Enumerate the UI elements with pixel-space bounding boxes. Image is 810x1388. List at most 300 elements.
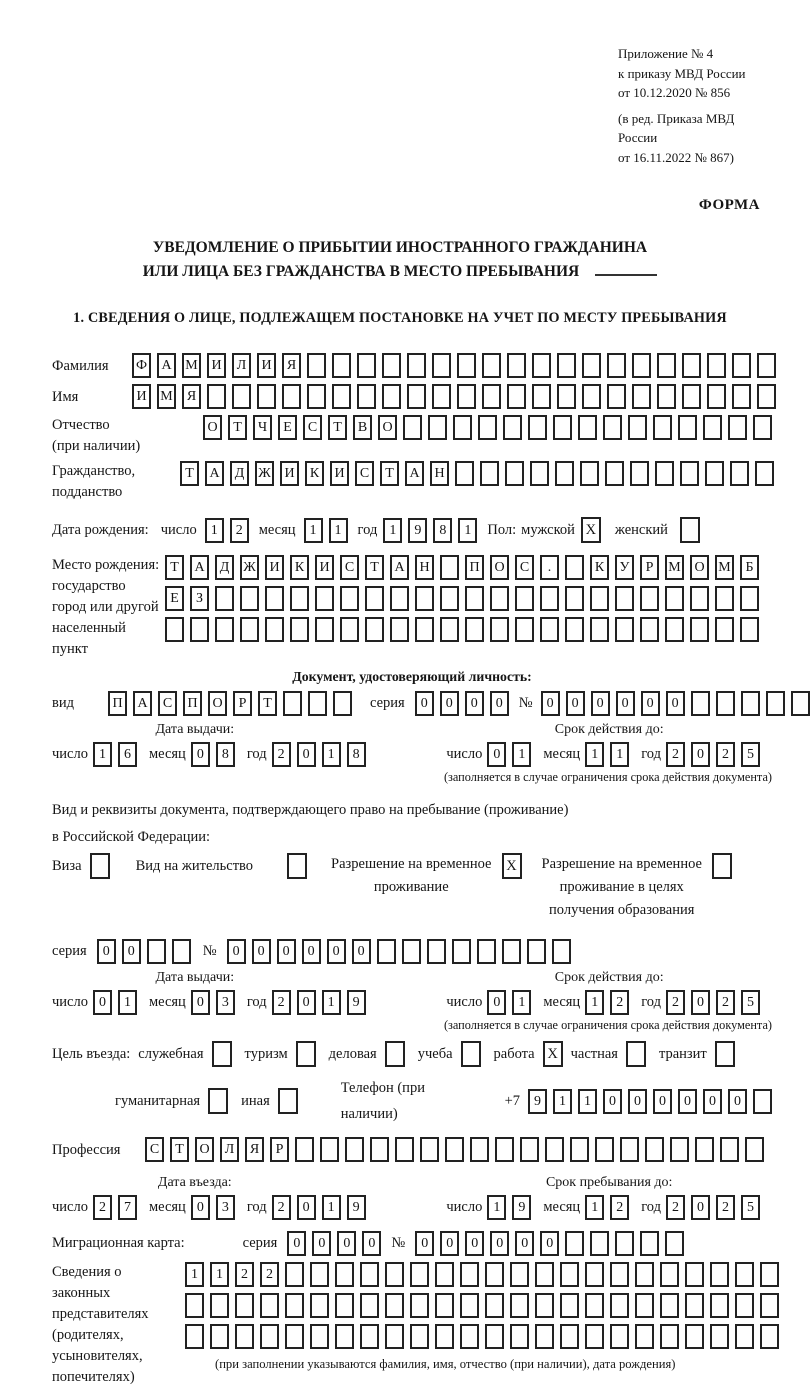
char-box[interactable] [585, 1293, 604, 1318]
char-box[interactable]: 0 [297, 990, 316, 1015]
char-box[interactable] [290, 586, 309, 611]
char-box[interactable] [445, 1137, 464, 1162]
char-box[interactable] [490, 586, 509, 611]
char-box[interactable] [605, 461, 624, 486]
char-box[interactable] [741, 691, 760, 716]
char-box[interactable] [615, 586, 634, 611]
char-box[interactable]: 0 [490, 691, 509, 716]
char-box[interactable]: 0 [487, 742, 506, 767]
char-box[interactable]: К [290, 555, 309, 580]
char-box[interactable] [485, 1262, 504, 1287]
char-box[interactable] [357, 353, 376, 378]
char-box[interactable] [716, 691, 735, 716]
char-box[interactable]: 0 [603, 1089, 622, 1114]
char-box[interactable]: 9 [347, 1195, 366, 1220]
char-box[interactable]: Р [640, 555, 659, 580]
char-box[interactable]: 0 [465, 1231, 484, 1256]
purpose-other-checkbox[interactable] [278, 1088, 298, 1114]
char-box[interactable]: 1 [93, 742, 112, 767]
char-box[interactable] [665, 1231, 684, 1256]
char-box[interactable] [557, 353, 576, 378]
char-box[interactable] [510, 1293, 529, 1318]
char-box[interactable] [453, 415, 472, 440]
char-box[interactable] [635, 1262, 654, 1287]
char-box[interactable]: А [205, 461, 224, 486]
char-box[interactable] [552, 939, 571, 964]
char-box[interactable] [585, 1324, 604, 1349]
char-box[interactable] [590, 617, 609, 642]
char-box[interactable]: 9 [528, 1089, 547, 1114]
char-box[interactable] [410, 1293, 429, 1318]
char-box[interactable] [710, 1324, 729, 1349]
char-box[interactable]: 0 [515, 1231, 534, 1256]
char-box[interactable] [665, 617, 684, 642]
char-box[interactable] [580, 461, 599, 486]
char-box[interactable]: О [208, 691, 227, 716]
char-box[interactable]: 0 [297, 1195, 316, 1220]
char-box[interactable]: 0 [277, 939, 296, 964]
char-box[interactable] [382, 384, 401, 409]
char-box[interactable]: И [257, 353, 276, 378]
char-box[interactable]: 0 [703, 1089, 722, 1114]
char-box[interactable] [172, 939, 191, 964]
char-box[interactable] [185, 1293, 204, 1318]
char-box[interactable] [310, 1324, 329, 1349]
char-box[interactable] [690, 617, 709, 642]
char-box[interactable] [460, 1324, 479, 1349]
char-box[interactable]: 0 [337, 1231, 356, 1256]
char-box[interactable] [570, 1137, 589, 1162]
char-box[interactable]: 0 [566, 691, 585, 716]
char-box[interactable]: 0 [122, 939, 141, 964]
char-box[interactable]: 2 [272, 742, 291, 767]
char-box[interactable] [165, 617, 184, 642]
char-box[interactable] [360, 1262, 379, 1287]
char-box[interactable]: 0 [362, 1231, 381, 1256]
char-box[interactable] [582, 353, 601, 378]
char-box[interactable] [760, 1324, 779, 1349]
char-box[interactable]: Ж [255, 461, 274, 486]
char-box[interactable]: 2 [230, 518, 249, 543]
char-box[interactable]: 1 [304, 518, 323, 543]
char-box[interactable] [527, 939, 546, 964]
char-box[interactable] [415, 617, 434, 642]
char-box[interactable] [555, 461, 574, 486]
char-box[interactable] [530, 461, 549, 486]
residence-permit-checkbox[interactable] [287, 853, 307, 879]
char-box[interactable] [735, 1324, 754, 1349]
char-box[interactable]: 6 [118, 742, 137, 767]
char-box[interactable]: Е [165, 586, 184, 611]
char-box[interactable] [240, 617, 259, 642]
char-box[interactable] [432, 384, 451, 409]
char-box[interactable] [260, 1293, 279, 1318]
char-box[interactable] [210, 1324, 229, 1349]
char-box[interactable]: С [355, 461, 374, 486]
char-box[interactable] [753, 415, 772, 440]
char-box[interactable]: Т [258, 691, 277, 716]
char-box[interactable] [657, 384, 676, 409]
char-box[interactable]: 0 [653, 1089, 672, 1114]
char-box[interactable]: 1 [185, 1262, 204, 1287]
char-box[interactable] [308, 691, 327, 716]
char-box[interactable] [740, 617, 759, 642]
char-box[interactable]: 1 [383, 518, 402, 543]
char-box[interactable] [710, 1262, 729, 1287]
char-box[interactable]: 1 [512, 990, 531, 1015]
char-box[interactable]: 9 [347, 990, 366, 1015]
char-box[interactable]: Я [282, 353, 301, 378]
char-box[interactable] [357, 384, 376, 409]
char-box[interactable] [655, 461, 674, 486]
char-box[interactable] [420, 1137, 439, 1162]
char-box[interactable] [510, 1324, 529, 1349]
char-box[interactable]: 0 [415, 1231, 434, 1256]
char-box[interactable]: С [340, 555, 359, 580]
char-box[interactable] [185, 1324, 204, 1349]
char-box[interactable]: Т [328, 415, 347, 440]
char-box[interactable] [757, 384, 776, 409]
char-box[interactable]: Р [270, 1137, 289, 1162]
char-box[interactable]: . [540, 555, 559, 580]
char-box[interactable] [732, 353, 751, 378]
char-box[interactable]: 0 [352, 939, 371, 964]
char-box[interactable] [682, 353, 701, 378]
char-box[interactable] [560, 1262, 579, 1287]
char-box[interactable] [240, 586, 259, 611]
char-box[interactable]: Т [180, 461, 199, 486]
char-box[interactable] [452, 939, 471, 964]
char-box[interactable] [215, 617, 234, 642]
char-box[interactable] [645, 1137, 664, 1162]
char-box[interactable] [265, 617, 284, 642]
char-box[interactable] [335, 1293, 354, 1318]
char-box[interactable] [385, 1262, 404, 1287]
char-box[interactable]: 0 [440, 1231, 459, 1256]
char-box[interactable]: Л [220, 1137, 239, 1162]
char-box[interactable] [395, 1137, 414, 1162]
char-box[interactable] [403, 415, 422, 440]
char-box[interactable]: 0 [541, 691, 560, 716]
male-checkbox[interactable]: X [581, 517, 601, 543]
female-checkbox[interactable] [680, 517, 700, 543]
char-box[interactable]: 2 [716, 990, 735, 1015]
char-box[interactable] [565, 586, 584, 611]
char-box[interactable] [703, 415, 722, 440]
char-box[interactable]: П [465, 555, 484, 580]
char-box[interactable]: 3 [216, 1195, 235, 1220]
char-box[interactable]: Т [380, 461, 399, 486]
char-box[interactable]: 1 [585, 1195, 604, 1220]
char-box[interactable]: 7 [118, 1195, 137, 1220]
char-box[interactable]: Т [365, 555, 384, 580]
char-box[interactable] [615, 617, 634, 642]
char-box[interactable]: 0 [691, 742, 710, 767]
char-box[interactable] [465, 586, 484, 611]
char-box[interactable] [315, 586, 334, 611]
char-box[interactable] [335, 1324, 354, 1349]
char-box[interactable]: А [157, 353, 176, 378]
char-box[interactable] [385, 1293, 404, 1318]
char-box[interactable] [707, 384, 726, 409]
char-box[interactable] [660, 1324, 679, 1349]
char-box[interactable] [457, 384, 476, 409]
char-box[interactable]: С [158, 691, 177, 716]
char-box[interactable] [285, 1262, 304, 1287]
char-box[interactable]: 8 [347, 742, 366, 767]
char-box[interactable] [653, 415, 672, 440]
char-box[interactable] [607, 353, 626, 378]
char-box[interactable]: О [195, 1137, 214, 1162]
char-box[interactable] [753, 1089, 772, 1114]
char-box[interactable] [670, 1137, 689, 1162]
purpose-study-checkbox[interactable] [461, 1041, 481, 1067]
char-box[interactable] [665, 586, 684, 611]
char-box[interactable]: А [133, 691, 152, 716]
char-box[interactable]: 1 [210, 1262, 229, 1287]
char-box[interactable] [745, 1137, 764, 1162]
char-box[interactable]: И [132, 384, 151, 409]
char-box[interactable] [515, 617, 534, 642]
char-box[interactable] [480, 461, 499, 486]
char-box[interactable] [440, 617, 459, 642]
char-box[interactable]: О [490, 555, 509, 580]
char-box[interactable] [320, 1137, 339, 1162]
char-box[interactable] [335, 1262, 354, 1287]
char-box[interactable] [477, 939, 496, 964]
char-box[interactable] [382, 353, 401, 378]
char-box[interactable]: 2 [272, 1195, 291, 1220]
char-box[interactable] [510, 1262, 529, 1287]
char-box[interactable] [640, 617, 659, 642]
char-box[interactable]: 0 [490, 1231, 509, 1256]
char-box[interactable]: 0 [191, 742, 210, 767]
char-box[interactable] [210, 1293, 229, 1318]
char-box[interactable] [385, 1324, 404, 1349]
char-box[interactable]: 2 [666, 742, 685, 767]
char-box[interactable] [310, 1293, 329, 1318]
char-box[interactable]: 0 [287, 1231, 306, 1256]
char-box[interactable] [427, 939, 446, 964]
char-box[interactable] [428, 415, 447, 440]
char-box[interactable] [435, 1262, 454, 1287]
char-box[interactable] [340, 617, 359, 642]
char-box[interactable]: 2 [272, 990, 291, 1015]
char-box[interactable] [460, 1293, 479, 1318]
char-box[interactable]: 1 [458, 518, 477, 543]
char-box[interactable] [610, 1324, 629, 1349]
char-box[interactable]: 1 [118, 990, 137, 1015]
char-box[interactable]: 0 [440, 691, 459, 716]
char-box[interactable]: 0 [691, 1195, 710, 1220]
char-box[interactable] [535, 1324, 554, 1349]
char-box[interactable]: П [183, 691, 202, 716]
char-box[interactable]: И [280, 461, 299, 486]
char-box[interactable] [760, 1293, 779, 1318]
char-box[interactable]: 0 [628, 1089, 647, 1114]
char-box[interactable] [610, 1293, 629, 1318]
char-box[interactable] [360, 1293, 379, 1318]
char-box[interactable] [435, 1324, 454, 1349]
char-box[interactable] [535, 1293, 554, 1318]
char-box[interactable] [235, 1324, 254, 1349]
char-box[interactable] [432, 353, 451, 378]
char-box[interactable]: 8 [433, 518, 452, 543]
char-box[interactable]: 0 [93, 990, 112, 1015]
purpose-transit-checkbox[interactable] [715, 1041, 735, 1067]
char-box[interactable] [705, 461, 724, 486]
char-box[interactable] [465, 617, 484, 642]
char-box[interactable]: М [157, 384, 176, 409]
char-box[interactable]: 9 [512, 1195, 531, 1220]
char-box[interactable]: 5 [741, 742, 760, 767]
char-box[interactable]: И [207, 353, 226, 378]
temp-residence-checkbox[interactable]: X [502, 853, 522, 879]
char-box[interactable] [685, 1324, 704, 1349]
char-box[interactable] [307, 353, 326, 378]
char-box[interactable] [310, 1262, 329, 1287]
purpose-private-checkbox[interactable] [626, 1041, 646, 1067]
char-box[interactable]: 1 [553, 1089, 572, 1114]
char-box[interactable] [520, 1137, 539, 1162]
char-box[interactable] [455, 461, 474, 486]
char-box[interactable] [695, 1137, 714, 1162]
char-box[interactable] [285, 1293, 304, 1318]
char-box[interactable] [435, 1293, 454, 1318]
char-box[interactable]: О [378, 415, 397, 440]
char-box[interactable] [295, 1137, 314, 1162]
purpose-work-checkbox[interactable]: X [543, 1041, 563, 1067]
char-box[interactable]: А [390, 555, 409, 580]
char-box[interactable] [760, 1262, 779, 1287]
char-box[interactable]: 1 [322, 990, 341, 1015]
char-box[interactable] [691, 691, 710, 716]
char-box[interactable] [505, 461, 524, 486]
char-box[interactable]: 0 [97, 939, 116, 964]
char-box[interactable] [628, 415, 647, 440]
char-box[interactable]: К [305, 461, 324, 486]
char-box[interactable]: 9 [408, 518, 427, 543]
char-box[interactable] [730, 461, 749, 486]
char-box[interactable]: 0 [678, 1089, 697, 1114]
char-box[interactable] [578, 415, 597, 440]
char-box[interactable]: 2 [716, 742, 735, 767]
char-box[interactable]: Н [430, 461, 449, 486]
char-box[interactable]: 8 [216, 742, 235, 767]
char-box[interactable] [332, 384, 351, 409]
char-box[interactable] [265, 586, 284, 611]
char-box[interactable]: 0 [616, 691, 635, 716]
char-box[interactable] [440, 586, 459, 611]
char-box[interactable] [515, 586, 534, 611]
char-box[interactable] [553, 415, 572, 440]
char-box[interactable] [560, 1293, 579, 1318]
char-box[interactable]: 1 [322, 742, 341, 767]
char-box[interactable] [540, 586, 559, 611]
char-box[interactable] [660, 1262, 679, 1287]
char-box[interactable] [735, 1262, 754, 1287]
char-box[interactable]: 1 [610, 742, 629, 767]
char-box[interactable] [410, 1262, 429, 1287]
char-box[interactable] [282, 384, 301, 409]
char-box[interactable]: 5 [741, 1195, 760, 1220]
char-box[interactable] [345, 1137, 364, 1162]
char-box[interactable] [590, 1231, 609, 1256]
char-box[interactable] [495, 1137, 514, 1162]
char-box[interactable] [457, 353, 476, 378]
char-box[interactable]: 2 [666, 1195, 685, 1220]
char-box[interactable]: Ч [253, 415, 272, 440]
char-box[interactable]: 0 [415, 691, 434, 716]
char-box[interactable] [755, 461, 774, 486]
char-box[interactable] [332, 353, 351, 378]
char-box[interactable] [728, 415, 747, 440]
char-box[interactable] [365, 617, 384, 642]
char-box[interactable] [560, 1324, 579, 1349]
char-box[interactable]: Я [182, 384, 201, 409]
char-box[interactable] [235, 1293, 254, 1318]
char-box[interactable]: 1 [585, 990, 604, 1015]
char-box[interactable] [507, 353, 526, 378]
char-box[interactable]: И [330, 461, 349, 486]
char-box[interactable]: М [665, 555, 684, 580]
char-box[interactable]: 0 [540, 1231, 559, 1256]
char-box[interactable] [215, 586, 234, 611]
char-box[interactable] [640, 586, 659, 611]
char-box[interactable] [503, 415, 522, 440]
char-box[interactable] [482, 384, 501, 409]
char-box[interactable] [707, 353, 726, 378]
char-box[interactable] [740, 586, 759, 611]
char-box[interactable]: С [145, 1137, 164, 1162]
char-box[interactable] [470, 1137, 489, 1162]
char-box[interactable]: 0 [487, 990, 506, 1015]
char-box[interactable]: В [353, 415, 372, 440]
char-box[interactable]: Т [165, 555, 184, 580]
char-box[interactable]: Д [230, 461, 249, 486]
char-box[interactable]: 3 [216, 990, 235, 1015]
char-box[interactable]: 0 [227, 939, 246, 964]
char-box[interactable]: 0 [591, 691, 610, 716]
char-box[interactable]: Д [215, 555, 234, 580]
char-box[interactable] [285, 1324, 304, 1349]
char-box[interactable] [690, 586, 709, 611]
char-box[interactable]: Т [228, 415, 247, 440]
char-box[interactable] [735, 1293, 754, 1318]
char-box[interactable]: 0 [691, 990, 710, 1015]
purpose-business-checkbox[interactable] [385, 1041, 405, 1067]
char-box[interactable]: Н [415, 555, 434, 580]
char-box[interactable] [147, 939, 166, 964]
char-box[interactable] [190, 617, 209, 642]
char-box[interactable] [766, 691, 785, 716]
char-box[interactable] [603, 415, 622, 440]
char-box[interactable] [370, 1137, 389, 1162]
char-box[interactable] [732, 384, 751, 409]
char-box[interactable] [307, 384, 326, 409]
char-box[interactable] [635, 1324, 654, 1349]
char-box[interactable] [460, 1262, 479, 1287]
char-box[interactable]: 2 [716, 1195, 735, 1220]
char-box[interactable]: О [203, 415, 222, 440]
char-box[interactable] [590, 586, 609, 611]
char-box[interactable]: 1 [585, 742, 604, 767]
char-box[interactable] [333, 691, 352, 716]
char-box[interactable] [615, 1231, 634, 1256]
char-box[interactable]: 0 [728, 1089, 747, 1114]
char-box[interactable] [565, 617, 584, 642]
char-box[interactable]: 0 [191, 1195, 210, 1220]
